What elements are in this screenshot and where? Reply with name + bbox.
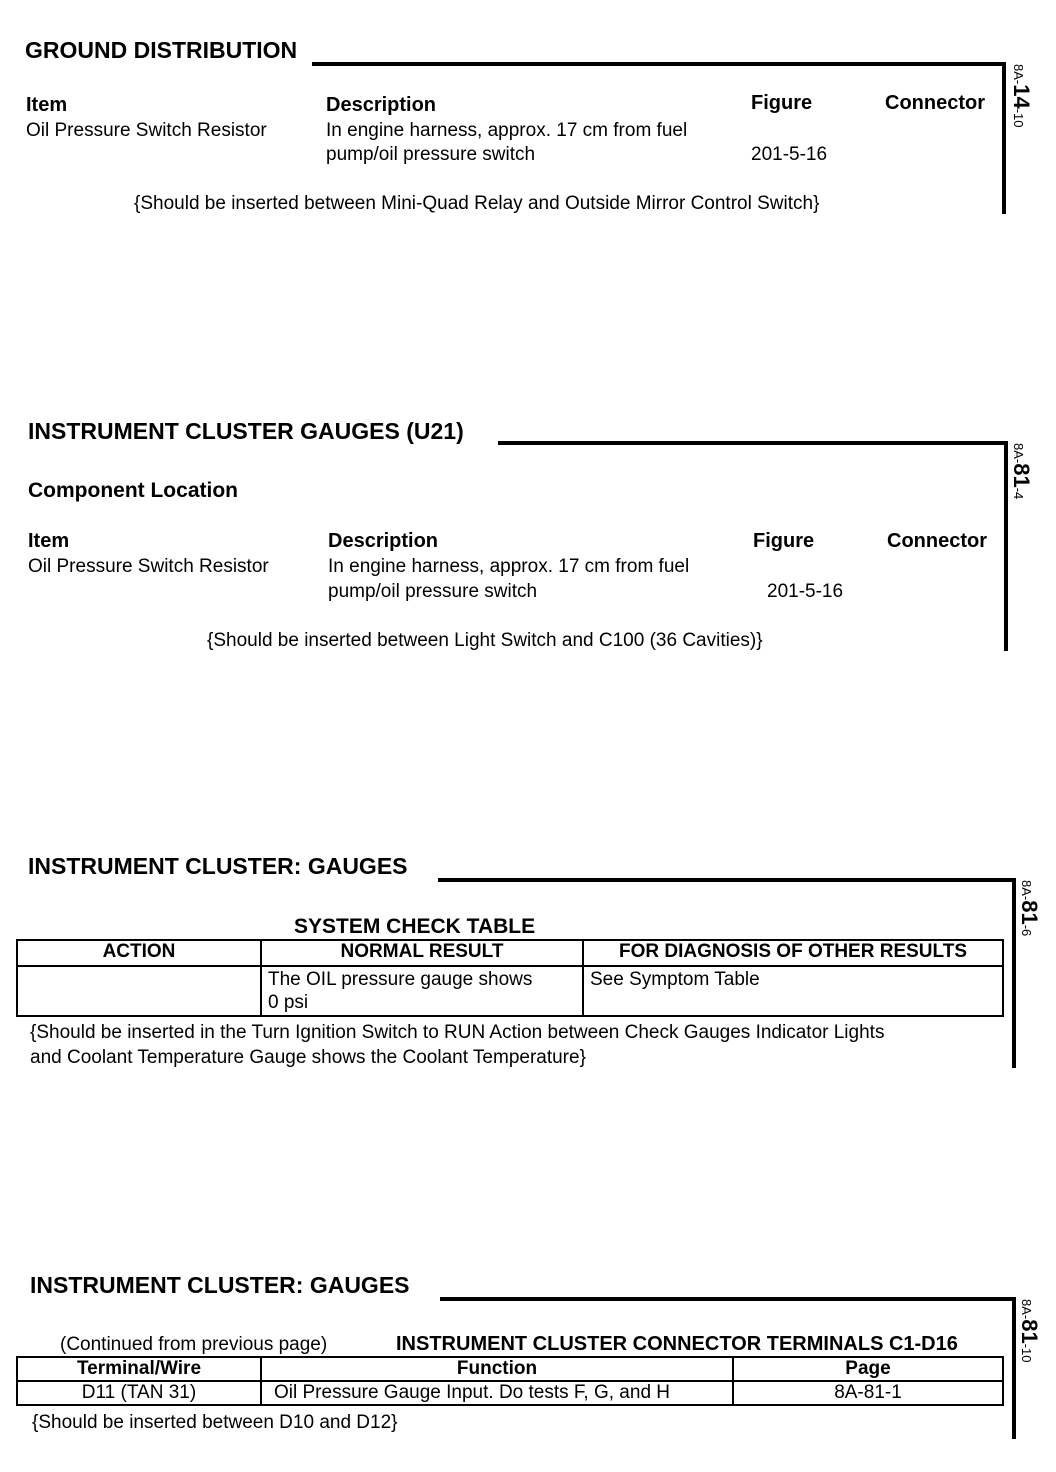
- description-line2: pump/oil pressure switch: [326, 144, 536, 165]
- section-title: INSTRUMENT CLUSTER: GAUGES: [28, 853, 408, 879]
- cell-terminal: D11 (TAN 31): [17, 1381, 261, 1405]
- table-title: INSTRUMENT CLUSTER CONNECTOR TERMINALS C1-D16: [396, 1333, 958, 1355]
- header-item: Item: [28, 530, 70, 552]
- section-title: GROUND DISTRIBUTION: [25, 37, 298, 63]
- item-value: Oil Pressure Switch Resistor: [28, 556, 269, 577]
- column-header-action: ACTION: [17, 940, 261, 966]
- page-tab: 8A-81-10: [1017, 1299, 1042, 1363]
- header-description: Description: [326, 94, 437, 116]
- insertion-note: {Should be inserted between Light Switch and C100 (36 Cavities)}: [207, 630, 763, 651]
- table-row: [17, 966, 1003, 1016]
- cell-page: 8A-81-1: [733, 1381, 1003, 1405]
- system-check-table: [16, 939, 1004, 1017]
- page-tab: 8A-81-6: [1017, 880, 1042, 937]
- figure-value: 201-5-16: [767, 581, 844, 602]
- page-tab: 8A-81-4: [1009, 443, 1034, 500]
- insertion-note-line2: and Coolant Temperature Gauge shows the Coolant Temperature}: [30, 1047, 586, 1068]
- header-figure: Figure: [751, 92, 813, 114]
- header-description: Description: [328, 530, 439, 552]
- header-figure: Figure: [753, 530, 815, 552]
- continued-note: (Continued from previous page): [60, 1334, 328, 1355]
- cell-diagnosis: See Symptom Table: [583, 966, 1003, 1016]
- normal-result-line2: 0 psi: [268, 992, 309, 1013]
- header-connector: Connector: [885, 92, 985, 114]
- column-header-diagnosis: FOR DIAGNOSIS OF OTHER RESULTS: [583, 940, 1003, 966]
- section-title: INSTRUMENT CLUSTER: GAUGES: [30, 1272, 410, 1298]
- column-header-normal-result: NORMAL RESULT: [261, 940, 583, 966]
- rule-vertical: [1002, 62, 1006, 214]
- page-tab: 8A-14-10: [1009, 64, 1034, 128]
- rule-horizontal: [312, 62, 1006, 66]
- description-line2: pump/oil pressure switch: [328, 581, 538, 602]
- header-connector: Connector: [887, 530, 987, 552]
- subtitle: Component Location: [28, 479, 238, 502]
- insertion-note: {Should be inserted between Mini-Quad Relay and Outside Mirror Control Switch}: [134, 193, 820, 214]
- table-header-row: [17, 1357, 1003, 1381]
- connector-terminals-table: [16, 1356, 1004, 1406]
- table-header-row: [17, 940, 1003, 966]
- section-title: INSTRUMENT CLUSTER GAUGES (U21): [28, 418, 464, 444]
- column-header-terminal: Terminal/Wire: [17, 1357, 261, 1381]
- table-row: [17, 1381, 1003, 1405]
- column-header-function: Function: [261, 1357, 733, 1381]
- description-line1: In engine harness, approx. 17 cm from fuel: [328, 556, 690, 577]
- rule-horizontal: [498, 441, 1008, 445]
- description-line1: In engine harness, approx. 17 cm from fuel: [326, 120, 688, 141]
- cell-action: [17, 966, 261, 1016]
- item-value: Oil Pressure Switch Resistor: [26, 120, 267, 141]
- column-header-page: Page: [733, 1357, 1003, 1381]
- cell-normal-result: [261, 966, 583, 1016]
- rule-horizontal: [440, 1297, 1016, 1301]
- table-title: SYSTEM CHECK TABLE: [294, 915, 536, 938]
- insertion-note-line1: {Should be inserted in the Turn Ignition Switch to RUN Action between Check Gauges Indicator Lights: [30, 1022, 885, 1043]
- header-item: Item: [26, 94, 68, 116]
- rule-horizontal: [438, 878, 1016, 882]
- figure-value: 201-5-16: [751, 144, 828, 165]
- insertion-note: {Should be inserted between D10 and D12}: [32, 1412, 398, 1433]
- normal-result-line1: The OIL pressure gauge shows: [268, 969, 533, 990]
- cell-function: Oil Pressure Gauge Input. Do tests F, G, and H: [261, 1381, 733, 1405]
